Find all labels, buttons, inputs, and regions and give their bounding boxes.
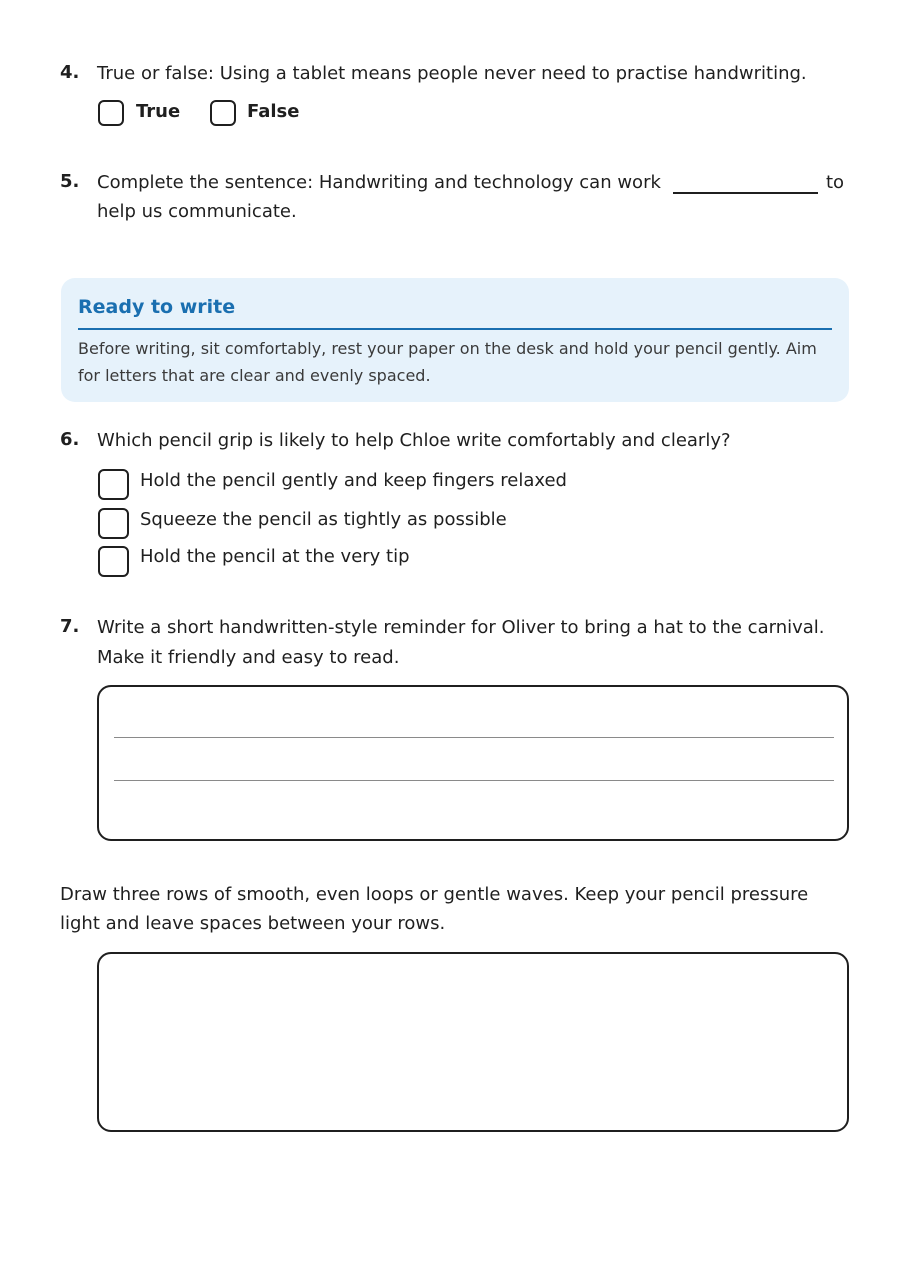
question-5-text-line2: help us communicate. [97, 201, 297, 222]
callout-body-line1: Before writing, sit comfortably, rest your paper on the desk and hold your pencil gently. Aim [78, 339, 817, 358]
callout-body [78, 335, 838, 389]
option-gentle-grip-checkbox[interactable] [98, 469, 129, 500]
question-7-number: 7. [60, 616, 80, 637]
question-5-number: 5. [60, 171, 80, 192]
writing-line-2 [114, 780, 834, 781]
fill-in-blank[interactable] [673, 192, 818, 194]
option-tight-grip-label: Squeeze the pencil as tightly as possible [140, 509, 507, 530]
question-5-text: Complete the sentence: Handwriting and technology can work [97, 172, 661, 193]
drawing-instructions-line1: Draw three rows of smooth, even loops or gentle waves. Keep your pencil pressure [60, 884, 809, 905]
question-5-text-after: to [826, 172, 845, 193]
option-gentle-grip-label: Hold the pencil gently and keep fingers relaxed [140, 470, 567, 491]
question-7-text-line1: Write a short handwritten-style reminder for Oliver to bring a hat to the carnival. [97, 617, 825, 638]
drawing-instructions-line2: light and leave spaces between your rows. [60, 913, 446, 934]
option-tip-grip-label: Hold the pencil at the very tip [140, 546, 410, 567]
option-tip-grip-checkbox[interactable] [98, 546, 129, 577]
false-option-label: False [247, 101, 300, 122]
option-tight-grip-checkbox[interactable] [98, 508, 129, 539]
callout-title: Ready to write [78, 296, 236, 318]
question-4-number: 4. [60, 62, 80, 83]
writing-line-1 [114, 737, 834, 738]
ready-to-write-callout [61, 278, 849, 402]
callout-divider [78, 328, 832, 330]
question-6-number: 6. [60, 429, 80, 450]
reminder-writing-box[interactable] [97, 685, 849, 841]
true-checkbox[interactable] [98, 100, 124, 126]
question-4-text: True or false: Using a tablet means people never need to practise handwriting. [97, 63, 807, 84]
drawing-box[interactable] [97, 952, 849, 1132]
false-checkbox[interactable] [210, 100, 236, 126]
true-option-label: True [136, 101, 181, 122]
question-6-text: Which pencil grip is likely to help Chloe write comfortably and clearly? [97, 430, 731, 451]
question-7-text-line2: Make it friendly and easy to read. [97, 647, 400, 668]
callout-body-line2: for letters that are clear and evenly spaced. [78, 366, 431, 385]
